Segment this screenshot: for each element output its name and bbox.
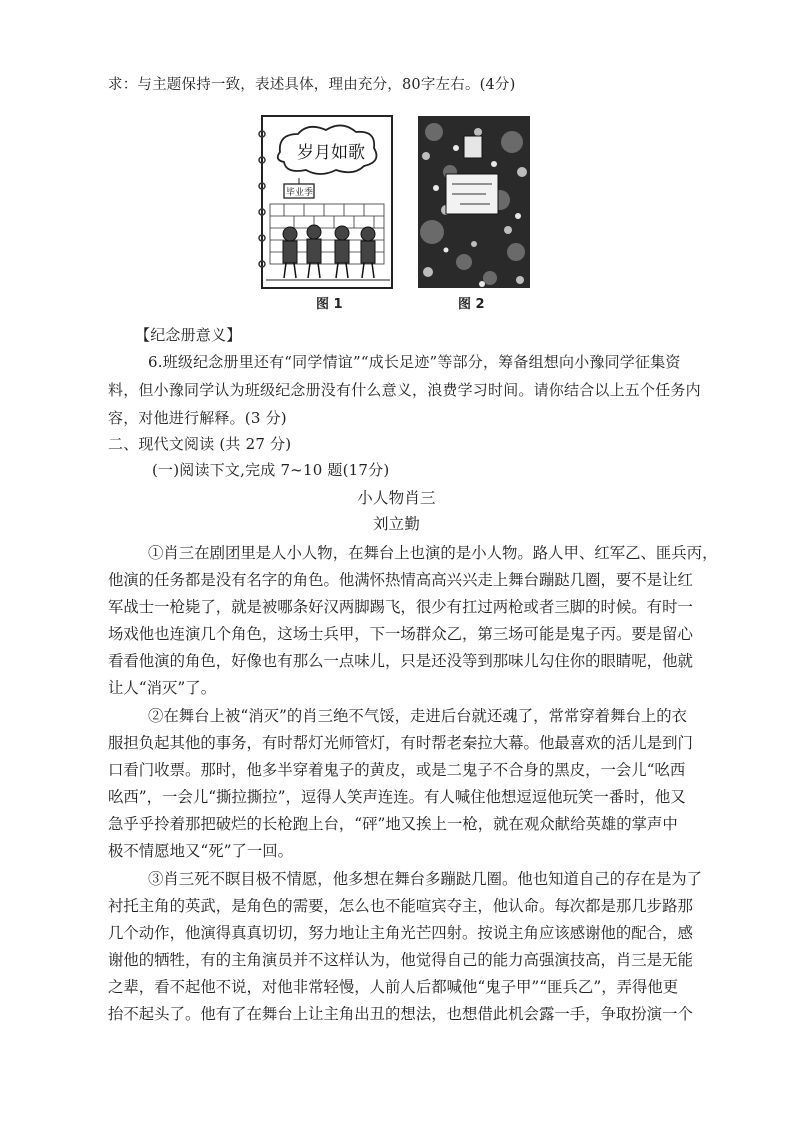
question5-requirement: 求：与主题保持一致，表述具体，理由充分，80字左右。(4分) [108, 77, 516, 93]
paragraph-line: 他演的任务都是没有名字的角色。他满怀热情高高兴兴走上舞台蹦跶几圈，要不是让红 [108, 571, 693, 589]
paragraph-line: 吆西”，一会儿“撕拉撕拉”，逗得人笑声连连。有人喊住他想逗逗他玩笑一番时，他又 [108, 788, 686, 806]
figure2-image [418, 116, 530, 288]
figure1-caption: 图 1 [316, 297, 343, 312]
figure2-caption: 图 2 [458, 297, 485, 312]
paragraph-line: 看看他演的角色，好像也有那么一点味儿，只是还没等到那味儿勾住你的眼睛呢，他就 [108, 652, 693, 670]
paragraph-line: 几个动作，他演得真真切切，努力地让主角光芒四射。按说主角应该感谢他的配合，感 [108, 924, 693, 942]
figure1-image [259, 116, 392, 288]
paragraph-line: ①肖三在剧团里是人小人物，在舞台上也演的是小人物。路人甲、红军乙、匪兵丙， [148, 544, 718, 562]
question6-line: 6.班级纪念册里还有“同学情谊”“成长足迹”等部分，筹备组想向小豫同学征集资 [148, 353, 681, 371]
part2-heading: 二、现代文阅读 (共 27 分) [108, 435, 292, 453]
figure-images [250, 112, 540, 312]
paragraph-line: 抬不起头了。他有了在舞台上让主角出丑的想法，也想借此机会露一手，争取扮演一个 [108, 1005, 693, 1023]
article-title: 小人物肖三 [357, 489, 436, 507]
paragraph-line: 军战士一枪毙了，就是被哪条好汉两脚踢飞，很少有扛过两枪或者三脚的时候。有时一 [108, 598, 693, 616]
paragraph-line: ②在舞台上被“消灭”的肖三绝不气馁，走进后台就还魂了，常常穿着舞台上的衣 [148, 707, 688, 725]
part2-subheading: (一)阅读下文,完成 7~10 题(17分) [152, 461, 390, 479]
figure-area [250, 112, 540, 312]
section-heading: 【纪念册意义】 [135, 326, 242, 344]
paragraph-line: 极不情愿地又“死”了一回。 [108, 842, 294, 860]
paragraph-line: 之辈，看不起他不说，对他非常轻慢，人前人后都喊他“鬼子甲”“匪兵乙”，弄得他更 [108, 978, 679, 996]
paragraph-line: 急乎乎拎着那把破烂的长枪跑上台，“砰”地又挨上一枪，就在观众献给英雄的掌声中 [108, 815, 678, 833]
paragraph-line: 口看门收票。那时，他多半穿着鬼子的黄皮，或是二鬼子不合身的黑皮，一会儿“吆西 [108, 761, 686, 779]
paragraph-line: 让人“消灭”了。 [108, 679, 217, 697]
paragraph-line: ③肖三死不瞑目极不情愿，他多想在舞台多蹦跶几圈。他也知道自己的存在是为了 [148, 870, 703, 888]
question6-line: 容，对他进行解释。(3 分) [108, 409, 287, 427]
question6-line: 料，但小豫同学认为班级纪念册没有什么意义，浪费学习时间。请你结合以上五个任务内 [108, 381, 701, 399]
paragraph-line: 谢他的牺牲，有的主角演员并不这样认为，他觉得自己的能力高强演技高，肖三是无能 [108, 951, 693, 969]
figure1-book-label: 毕业季 [286, 188, 314, 198]
paragraph-line: 衬托主角的英武，是角色的需要，怎么也不能喧宾夺主，他认命。每次都是那几步路那 [108, 897, 693, 915]
article-author: 刘立勤 [372, 515, 421, 533]
paragraph-line: 服担负起其他的事务，有时帮灯光师管灯，有时帮老秦拉大幕。他最喜欢的活儿是到门 [108, 734, 693, 752]
paragraph-line: 场戏他也连演几个角色，这场士兵甲，下一场群众乙，第三场可能是鬼子丙。要是留心 [108, 625, 693, 643]
figure1-book-title: 岁月如歌 [297, 143, 365, 163]
